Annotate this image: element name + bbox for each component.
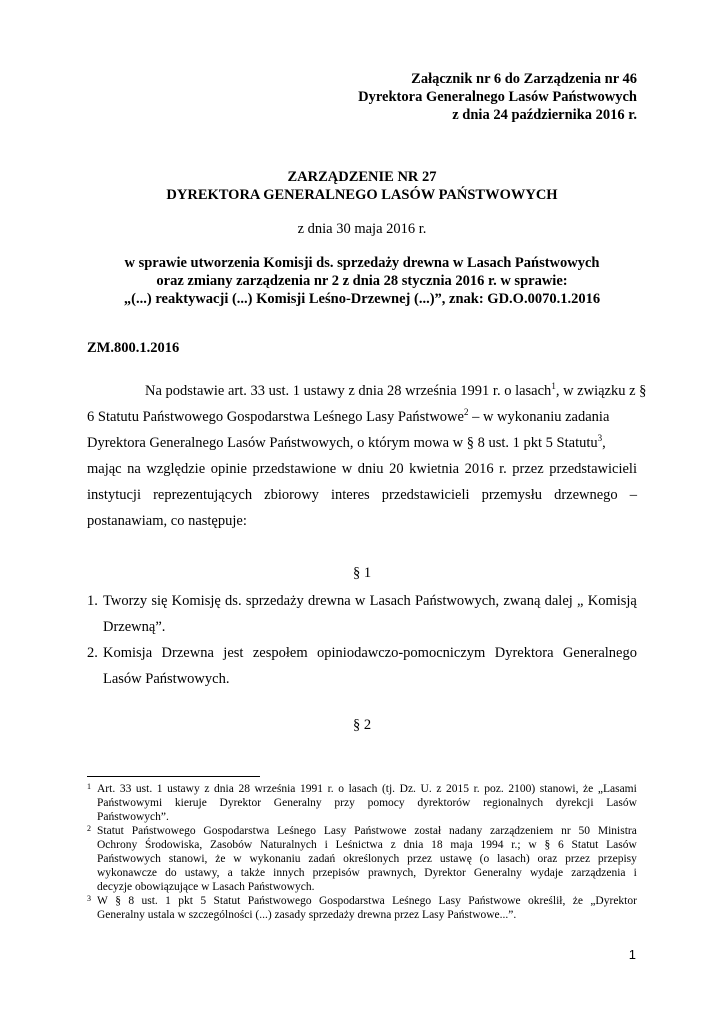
preamble-line-6: postanawiam, co następuje:: [87, 513, 247, 529]
subject-line-2: oraz zmiany zarządzenia nr 2 z dnia 28 stycznia 2016 r. w sprawie:: [156, 273, 568, 289]
footnote-ref-1[interactable]: 1: [551, 381, 556, 392]
case-signature: ZM.800.1.2016: [87, 340, 180, 356]
document-subject: [0, 254, 724, 308]
list-item: [87, 640, 637, 692]
preamble-line-4: mając na względzie opinie przedstawione w dniu 20 kwietnia 2016 r. przez przedstawicieli: [87, 461, 637, 477]
preamble-line-2: [87, 404, 637, 430]
footnote-number: 3: [87, 894, 91, 903]
footnote-line: decyzje obowiązujące w Lasach Państwowych.: [97, 881, 315, 893]
footnote-line: Art. 33 ust. 1 ustawy z dnia 28 września 1991 r. o lasach (tj. Dz. U. z 2015 r. poz. 2100) stanowi, że „Lasami: [97, 783, 637, 795]
document-title: [0, 168, 724, 204]
list-item: [87, 588, 637, 640]
title-line-2: DYREKTORA GENERALNEGO LASÓW PAŃSTWOWYCH: [166, 187, 558, 203]
footnote-separator: [87, 776, 260, 777]
footnote-line: Ochrony Środowiska, Zasobów Naturalnych i Leśnictwa z dnia 18 maja 1994 r.; w § 6 Statut Lasów: [97, 839, 637, 851]
section-1-list: [87, 588, 637, 692]
list-item-line: Drzewną”.: [103, 619, 166, 635]
subject-line-1: w sprawie utworzenia Komisji ds. sprzedaży drewna w Lasach Państwowych: [124, 255, 600, 271]
page-number: 1: [628, 947, 636, 962]
list-item-line: Lasów Państwowych.: [103, 671, 230, 687]
annex-header: [358, 70, 637, 124]
annex-line-3: z dnia 24 października 2016 r.: [452, 107, 637, 123]
annex-line-1: Załącznik nr 6 do Zarządzenia nr 46: [411, 71, 637, 87]
footnote-line: Statut Państwowego Gospodarstwa Leśnego Lasy Państwowe został nadany zarządzeniem nr 50 Ministra: [97, 825, 637, 837]
document-date: z dnia 30 maja 2016 r.: [297, 221, 427, 237]
preamble-line-3: [87, 430, 637, 456]
list-item-line: Komisja Drzewna jest zespołem opiniodawczo-pomocniczym Dyrektora Generalnego: [103, 645, 637, 661]
footnote-number: 1: [87, 782, 91, 791]
preamble: [87, 378, 647, 534]
footnote-ref-3[interactable]: 3: [597, 433, 603, 444]
list-item-number: 1.: [87, 593, 98, 609]
footnote-line: W § 8 ust. 1 pkt 5 Statut Państwowego Gospodarstwa Leśnego Lasy Państwowe określił, że „Dyrektor: [97, 895, 637, 907]
preamble-line-1: [87, 378, 647, 404]
preamble-text: Na podstawie art. 33 ust. 1 ustawy z dnia 28 września 1991 r. o lasach$^1$, w związku z §: [145, 381, 647, 399]
footnotes: [87, 782, 637, 922]
footnote-line: Państwowych”.: [97, 811, 169, 823]
list-item-number: 2.: [87, 645, 98, 661]
footnote-ref-2[interactable]: 2: [463, 407, 469, 418]
title-line-1: ZARZĄDZENIE NR 27: [287, 169, 437, 185]
footnote: [87, 782, 637, 824]
section-2-heading: § 2: [352, 717, 372, 733]
annex-line-2: Dyrektora Generalnego Lasów Państwowych: [358, 89, 637, 105]
footnote-line: Generalny ustala w szczególności (...) zasady sprzedaży drewna przez Lasy Państwowe...”.: [97, 909, 517, 921]
preamble-line-5: instytucji reprezentujących zbiorowy interes przedstawicieli przemysłu drzewnego –: [87, 487, 637, 503]
footnote-line: Państwowymi kieruje Dyrektor Generalny przy pomocy dyrektorów regionalnych dyrekcji Lasów: [97, 797, 637, 809]
list-item-line: Tworzy się Komisję ds. sprzedaży drewna w Lasach Państwowych, zwaną dalej „ Komisją: [103, 593, 637, 609]
subject-line-3: „(...) reaktywacji (...) Komisji Leśno-Drzewnej (...)”, znak: GD.O.0070.1.2016: [123, 291, 601, 307]
footnote: [87, 894, 637, 922]
preamble-text: 6 Statutu Państwowego Gospodarstwa Leśnego Lasy Państwowe$^2$ – w wykonaniu zadania: [87, 407, 610, 425]
preamble-text: Dyrektora Generalnego Lasów Państwowych, o którym mowa w § 8 ust. 1 pkt 5 Statutu$^3$,: [87, 433, 606, 451]
footnote-line: Państwowych stanowi, że w wykonaniu zadań określonych przez ustawę (o lasach) oraz przez przepisy: [97, 853, 637, 865]
section-1-heading: § 1: [352, 565, 372, 581]
footnote: [87, 824, 637, 894]
footnote-line: wykonawcze do ustawy, a także innych przepisów prawnych, Dyrektor Generalny wydaje zarządzenia i: [97, 867, 637, 879]
footnote-number: 2: [87, 824, 91, 833]
